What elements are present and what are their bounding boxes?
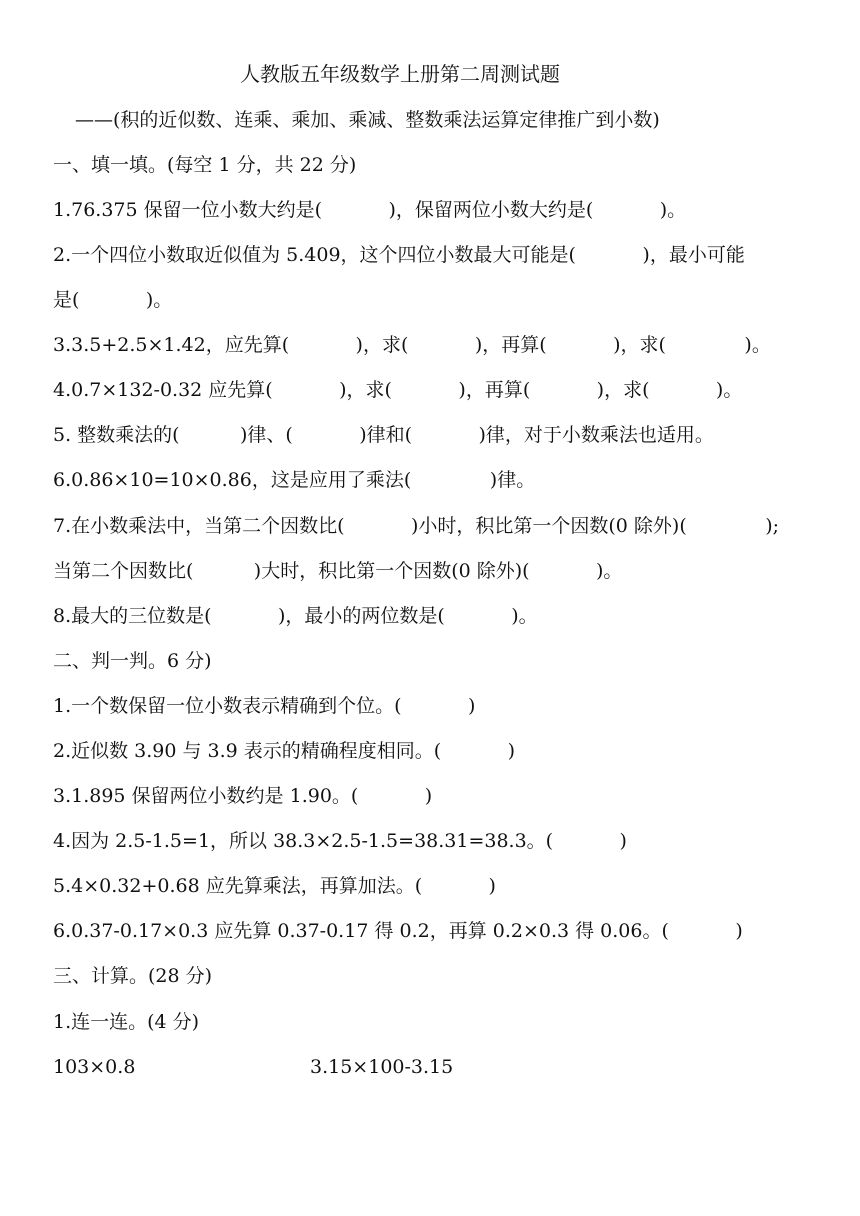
- question-1-7-line1: 7.在小数乘法中，当第二个因数比( )小时，积比第一个因数(0 除外)( );: [53, 515, 780, 537]
- page-subtitle: ——(积的近似数、连乘、乘加、乘减、整数乘法运算定律推广到小数): [75, 109, 660, 131]
- question-1-6: 6.0.86×10=10×0.86，这是应用了乘法( )律。: [53, 469, 536, 491]
- question-3-1-heading: 1.连一连。(4 分): [53, 1011, 200, 1033]
- question-2-1: 1.一个数保留一位小数表示精确到个位。( ): [53, 695, 476, 717]
- question-2-2: 2.近似数 3.90 与 3.9 表示的精确程度相同。( ): [53, 740, 516, 762]
- question-1-3: 3.3.5+2.5×1.42，应先算( )，求( )，再算( )，求( )。: [53, 334, 771, 356]
- question-2-6: 6.0.37-0.17×0.3 应先算 0.37-0.17 得 0.2，再算 0.2×0.3 得 0.06。( ): [53, 920, 743, 942]
- question-1-5: 5. 整数乘法的( )律、( )律和( )律，对于小数乘法也适用。: [53, 424, 714, 446]
- section-3-heading: 三、计算。(28 分): [53, 965, 213, 987]
- page-title: 人教版五年级数学上册第二周测试题: [240, 62, 560, 86]
- section-1-heading: 一、填一填。(每空 1 分，共 22 分): [53, 154, 357, 176]
- question-1-7-line2: 当第二个因数比( )大时，积比第一个因数(0 除外)( )。: [53, 560, 623, 582]
- question-2-5: 5.4×0.32+0.68 应先算乘法，再算加法。( ): [53, 875, 496, 897]
- match-left-expression: 103×0.8: [53, 1056, 136, 1078]
- section-2-heading: 二、判一判。6 分): [53, 650, 212, 672]
- question-2-4: 4.因为 2.5-1.5=1，所以 38.3×2.5-1.5=38.31=38.3。( ): [53, 830, 627, 852]
- question-1-2-line1: 2.一个四位小数取近似值为 5.409，这个四位小数最大可能是( )，最小可能: [53, 244, 745, 266]
- question-2-3: 3.1.895 保留两位小数约是 1.90。( ): [53, 785, 433, 807]
- question-1-4: 4.0.7×132-0.32 应先算( )，求( )，再算( )，求( )。: [53, 379, 743, 401]
- question-1-8: 8.最大的三位数是( )，最小的两位数是( )。: [53, 605, 538, 627]
- question-1-2-line2: 是( )。: [53, 289, 173, 311]
- match-right-expression: 3.15×100-3.15: [310, 1056, 454, 1078]
- question-1-1: 1.76.375 保留一位小数大约是( )，保留两位小数大约是( )。: [53, 199, 687, 221]
